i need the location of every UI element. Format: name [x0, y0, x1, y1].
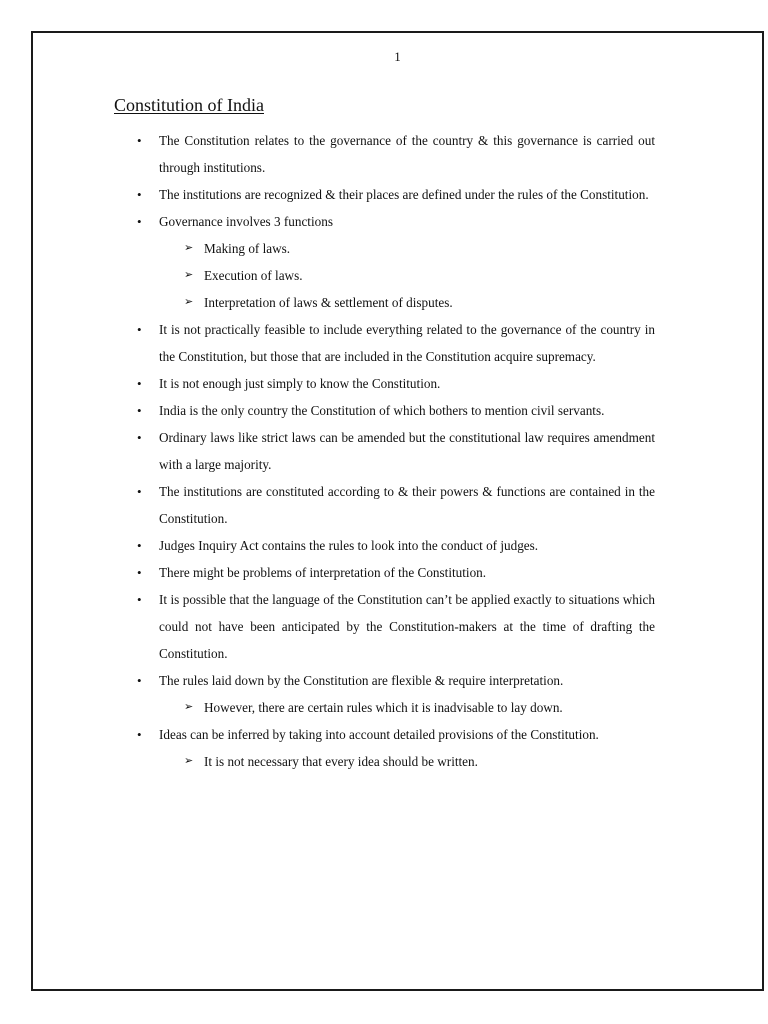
- list-item: [159, 424, 655, 478]
- sub-list-item-text: Making of laws.: [204, 241, 291, 256]
- sub-list-item-text: Interpretation of laws & settlement of disputes.: [204, 295, 453, 310]
- sub-list-item: [184, 748, 655, 775]
- list-item: [159, 478, 655, 532]
- list-item: [159, 532, 655, 559]
- arrow-bullet-icon: ➢: [184, 755, 194, 767]
- list-item: [159, 208, 655, 235]
- arrow-bullet-icon: ➢: [184, 296, 194, 308]
- list-item-text: The Constitution relates to the governance of the country & this governance is carried out through institutions.: [159, 133, 655, 175]
- list-item-text: It is not practically feasible to include everything related to the governance of the country in the Constitution, but those that are included in the Constitution acquire supremacy.: [159, 322, 655, 364]
- sub-list-item: [184, 694, 655, 721]
- list-item: [159, 181, 655, 208]
- sub-list: [159, 694, 655, 721]
- list-item-text: The institutions are recognized & their places are defined under the rules of the Constitution.: [159, 187, 649, 202]
- sub-list-item: [184, 289, 655, 316]
- list-item: [159, 316, 655, 370]
- list-item: [159, 397, 655, 424]
- list-item-text: India is the only country the Constitution of which bothers to mention civil servants.: [159, 403, 605, 418]
- list-item: [159, 370, 655, 397]
- sub-list-item-text: However, there are certain rules which it is inadvisable to lay down.: [204, 700, 563, 715]
- document-page: [31, 31, 764, 991]
- arrow-bullet-icon: ➢: [184, 242, 194, 254]
- list-item-text: It is not enough just simply to know the Constitution.: [159, 376, 441, 391]
- list-item-text: It is possible that the language of the Constitution can’t be applied exactly to situations which could not have been anticipated by the Constitution-makers at the time of drafting the Constitution.: [159, 592, 655, 661]
- sub-list: [159, 748, 655, 775]
- sub-list-item: [184, 262, 655, 289]
- page-number: 1: [394, 49, 401, 64]
- sub-list: [159, 235, 655, 316]
- list-item-text: Governance involves 3 functions: [159, 214, 333, 229]
- sub-list-item-text: It is not necessary that every idea should be written.: [204, 754, 478, 769]
- list-item: [159, 559, 655, 586]
- list-item-text: The rules laid down by the Constitution are flexible & require interpretation.: [159, 673, 564, 688]
- document-body: [159, 127, 655, 775]
- page-title: Constitution of India: [114, 95, 264, 115]
- list-item-text: Ordinary laws like strict laws can be amended but the constitutional law requires amendment with a large majority.: [159, 430, 655, 472]
- arrow-bullet-icon: ➢: [184, 269, 194, 281]
- list-item: [159, 721, 655, 748]
- sub-list-item: [184, 235, 655, 262]
- list-item-text: Ideas can be inferred by taking into account detailed provisions of the Constitution.: [159, 727, 599, 742]
- sub-list-item-text: Execution of laws.: [204, 268, 303, 283]
- arrow-bullet-icon: ➢: [184, 701, 194, 713]
- bullet-list: [159, 127, 655, 775]
- list-item: [159, 586, 655, 667]
- list-item-text: The institutions are constituted according to & their powers & functions are contained in the Constitution.: [159, 484, 655, 526]
- list-item: [159, 667, 655, 694]
- list-item: [159, 127, 655, 181]
- list-item-text: Judges Inquiry Act contains the rules to look into the conduct of judges.: [159, 538, 539, 553]
- list-item-text: There might be problems of interpretation of the Constitution.: [159, 565, 487, 580]
